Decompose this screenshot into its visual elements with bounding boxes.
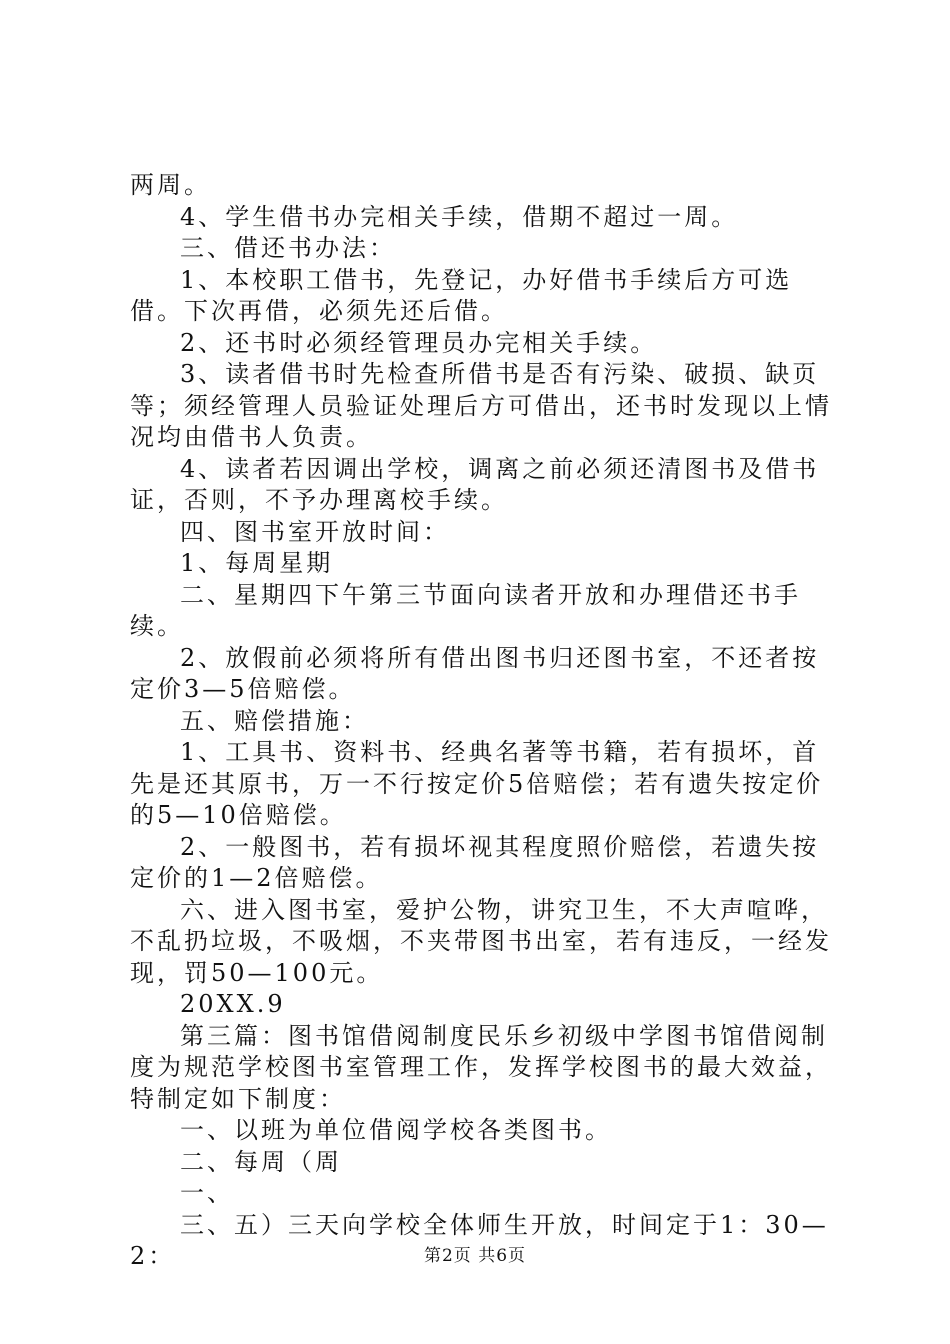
paragraph-13: 1、工具书、资料书、经典名著等书籍，若有损坏，首先是还其原书，万一不行按定价5倍赔偿；若有遗失按定价的5—10倍赔偿。 bbox=[130, 738, 824, 829]
paragraph-15: 六、进入图书室，爱护公物，讲究卫生，不大声喧哗，不乱扔垃圾，不吸烟，不夹带图书出室，若有违反，一经发现，罚50—100元。 bbox=[130, 895, 832, 987]
paragraph-14: 2、一般图书，若有损坏视其程度照价赔偿，若遗失按定价的1—2倍赔偿。 bbox=[130, 832, 820, 892]
section-heading-5: 五、赔偿措施： bbox=[180, 706, 369, 735]
paragraph-10: 二、星期四下午第三节面向读者开放和办理借还书手续。 bbox=[130, 580, 801, 640]
paragraph-1: 两周。 bbox=[130, 171, 211, 199]
paragraph-5: 2、还书时必须经管理员办完相关手续。 bbox=[180, 328, 658, 357]
paragraph-17: 第三篇：图书馆借阅制度民乐乡初级中学图书馆借阅制度为规范学校图书室管理工作，发挥学校图书的最大效益，特制定如下制度： bbox=[130, 1021, 832, 1113]
paragraph-7: 4、读者若因调出学校，调离之前必须还清图书及借书证，否则，不予办理离校手续。 bbox=[130, 454, 820, 514]
page-number-footer: 第2页 共6页 bbox=[423, 1246, 527, 1266]
paragraph-2: 4、学生借书办完相关手续，借期不超过一周。 bbox=[180, 202, 739, 231]
paragraph-4: 1、本校职工借书，先登记，办好借书手续后方可选借。下次再借，必须先还后借。 bbox=[130, 265, 793, 325]
section-heading-4: 四、图书室开放时间： bbox=[180, 517, 450, 546]
paragraph-9: 1、每周星期 bbox=[180, 549, 334, 577]
paragraph-6: 3、读者借书时先检查所借书是否有污染、破损、缺页等；须经管理人员验证处理后方可借出，还书时发现以上情况均由借书人负责。 bbox=[130, 360, 832, 451]
paragraph-21: 三、五）三天向学校全体师生开放，时间定于1：30—2： bbox=[130, 1210, 829, 1270]
paragraph-18: 一、以班为单位借阅学校各类图书。 bbox=[180, 1116, 612, 1144]
document-body bbox=[130, 170, 836, 1273]
section-heading-3: 三、借还书办法： bbox=[180, 234, 396, 262]
paragraph-11: 2、放假前必须将所有借出图书归还图书室，不还者按定价3—5倍赔偿。 bbox=[130, 643, 820, 703]
date-line: 20XX.9 bbox=[180, 990, 286, 1018]
paragraph-19: 二、每周（周 bbox=[180, 1147, 342, 1176]
paragraph-20: 一、 bbox=[180, 1179, 234, 1207]
